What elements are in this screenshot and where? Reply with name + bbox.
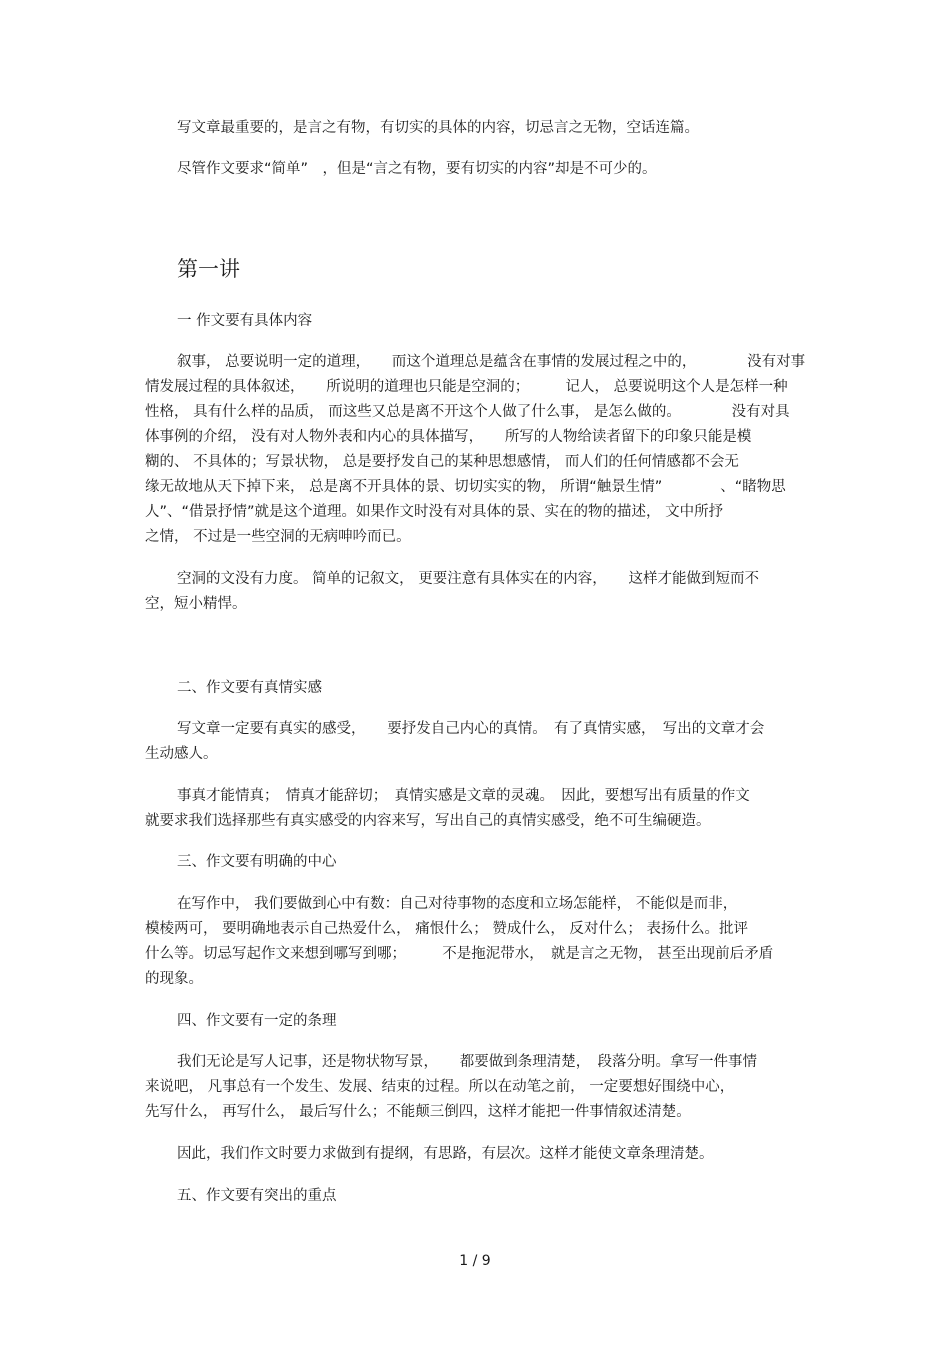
section-2-paragraph-2-line: 事真才能情真； 情真才能辞切； 真情实感是文章的灵魂。 因此，要想写出有质量的作文 [177, 788, 750, 804]
section-4-paragraph-1-line: 先写什么， 再写什么， 最后写什么；不能颠三倒四，这样才能把一件事情叙述清楚。 [145, 1104, 691, 1120]
section-3-paragraph-line: 什么等。切忌写起作文来想到哪写到哪； 不是拖泥带水， 就是言之无物， 甚至出现前后矛盾 [145, 946, 774, 962]
section-1-paragraph-1-line: 体事例的介绍， 没有对人物外表和内心的具体描写， 所写的人物给读者留下的印象只能是模 [145, 429, 752, 445]
section-1-paragraph-2-line: 空洞的文没有力度。 简单的记叙文， 更要注意有具体实在的内容， 这样才能做到短而不 [177, 571, 759, 587]
page-number: 1 / 9 [459, 1253, 491, 1269]
section-1-paragraph-2-line: 空，短小精悍。 [145, 596, 247, 612]
section-1-paragraph-1-line: 糊的、 不具体的；写景状物， 总是要抒发自己的某种思想感情， 而人们的任何情感都不会无 [145, 454, 739, 470]
section-1-paragraph-1-line: 性格， 具有什么样的品质， 而这些又总是离不开这个人做了什么事， 是怎么做的。 没有对具 [145, 404, 790, 420]
section-3-heading: 三、作文要有明确的中心 [177, 854, 337, 870]
section-3-paragraph-line: 模棱两可， 要明确地表示自己热爱什么， 痛恨什么； 赞成什么， 反对什么； 表扬什么。批评 [145, 921, 749, 937]
section-5-heading: 五、作文要有突出的重点 [177, 1188, 337, 1204]
section-1-paragraph-1-line: 缘无故地从天下掉下来， 总是离不开具体的景、切切实实的物， 所谓“触景生情” 、“睹物思 [145, 479, 786, 495]
lecture-title: 第一讲 [177, 257, 240, 281]
section-4-heading: 四、作文要有一定的条理 [177, 1013, 337, 1029]
section-1-paragraph-1-line: 之情， 不过是一些空洞的无病呻吟而已。 [145, 529, 411, 545]
section-1-paragraph-1-line: 人”、“借景抒情”就是这个道理。如果作文时没有对具体的景、实在的物的描述， 文中所抒 [145, 504, 724, 520]
intro-paragraph-1: 写文章最重要的，是言之有物，有切实的具体的内容，切忌言之无物，空话连篇。 [177, 120, 699, 136]
section-3-paragraph-line: 的现象。 [145, 971, 203, 987]
section-1-heading: 一 作文要有具体内容 [177, 313, 313, 329]
section-4-paragraph-1-line: 来说吧， 凡事总有一个发生、发展、结束的过程。所以在动笔之前， 一定要想好围绕中心， [145, 1079, 735, 1095]
section-3-paragraph-line: 在写作中， 我们要做到心中有数：自己对待事物的态度和立场怎能样， 不能似是而非， [177, 896, 738, 912]
section-1-paragraph-1-line: 情发展过程的具体叙述， 所说明的道理也只能是空洞的； 记人， 总要说明这个人是怎样一种 [145, 379, 788, 395]
section-2-paragraph-2-line: 就要求我们选择那些有真实感受的内容来写，写出自己的真情实感受，绝不可生编硬造。 [145, 813, 711, 829]
section-2-paragraph-1-line: 生动感人。 [145, 746, 218, 762]
section-1-paragraph-1-line: 叙事， 总要说明一定的道理， 而这个道理总是蕴含在事情的发展过程之中的， 没有对事 [177, 354, 805, 370]
intro-paragraph-2: 尽管作文要求“简单” ，但是“言之有物，要有切实的内容”却是不可少的。 [177, 161, 657, 177]
section-4-paragraph-2: 因此，我们作文时要力求做到有提纲，有思路，有层次。这样才能使文章条理清楚。 [177, 1146, 714, 1162]
section-2-heading: 二、作文要有真情实感 [177, 680, 322, 696]
section-2-paragraph-1-line: 写文章一定要有真实的感受， 要抒发自己内心的真情。 有了真情实感， 写出的文章才会 [177, 721, 765, 737]
section-4-paragraph-1-line: 我们无论是写人记事，还是物状物写景， 都要做到条理清楚， 段落分明。拿写一件事情 [177, 1054, 757, 1070]
